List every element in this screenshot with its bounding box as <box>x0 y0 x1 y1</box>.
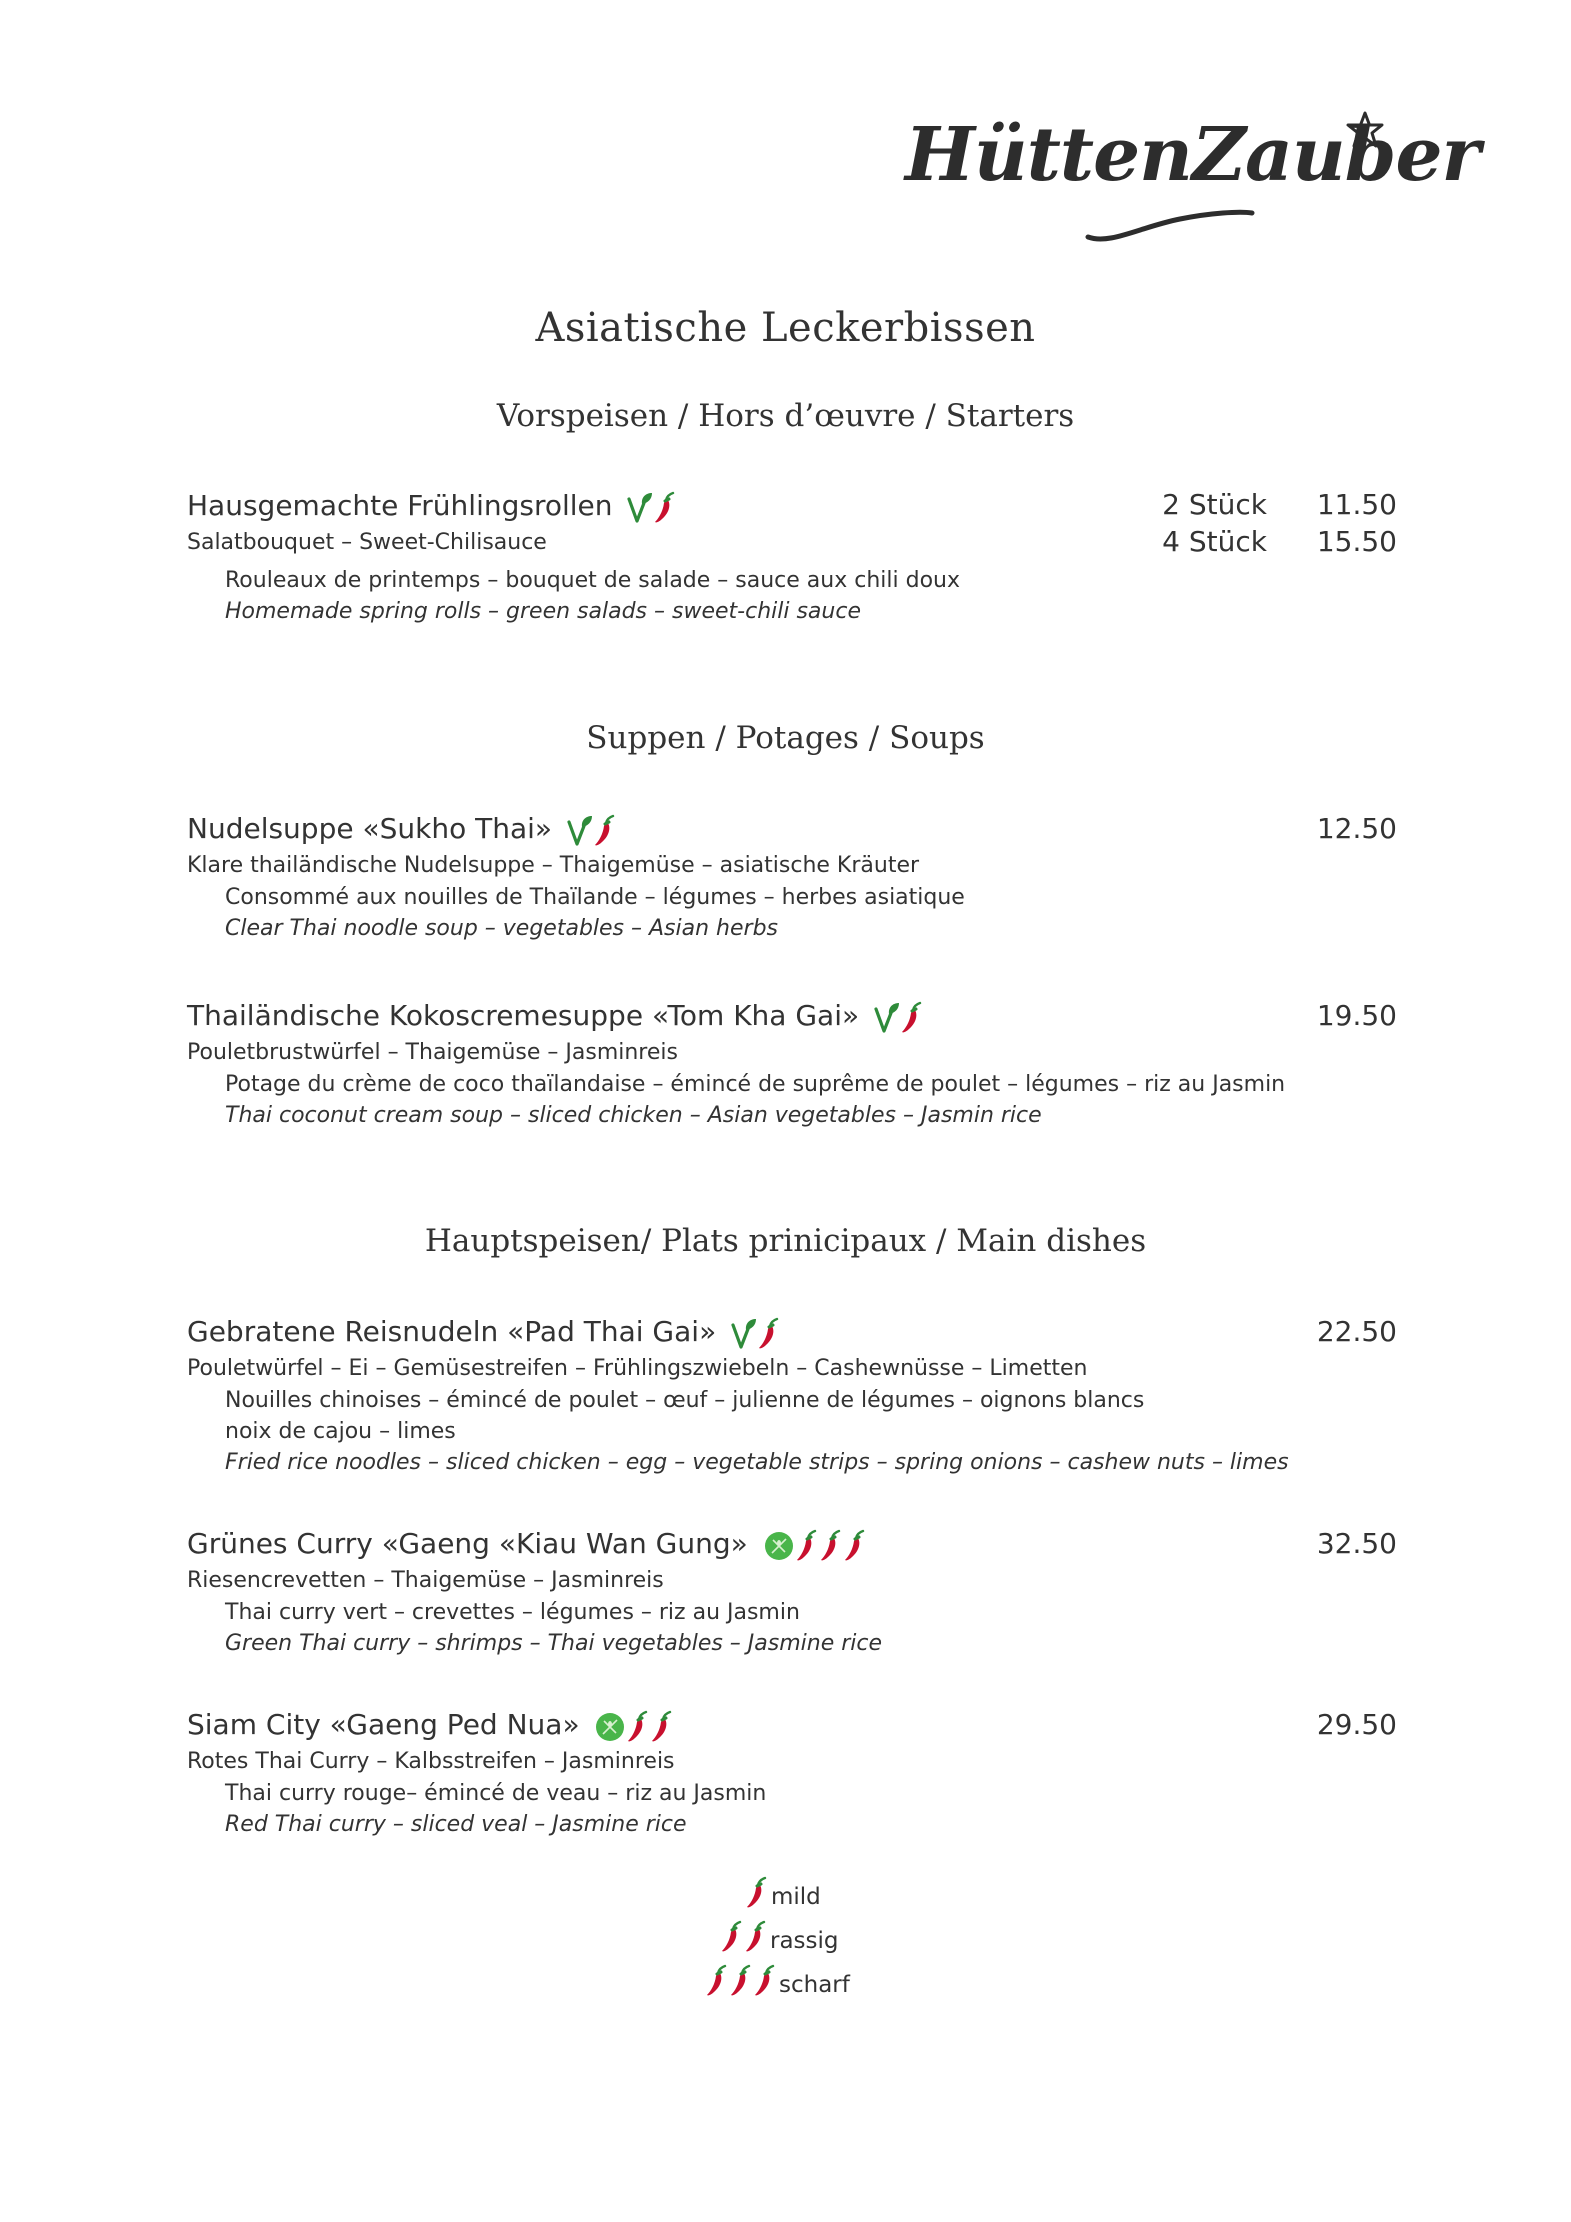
dish-icons <box>731 1313 781 1353</box>
price: 32.50 <box>1316 1527 1397 1560</box>
dish-pad-thai <box>187 1312 1397 1478</box>
dish-siam-city <box>187 1705 1397 1840</box>
dish-description-fr: Rouleaux de printemps – bouquet de salade – sauce aux chili doux <box>225 568 961 593</box>
dish-description-fr-cont: noix de cajou – limes <box>225 1419 456 1444</box>
price: 12.50 <box>1316 812 1397 845</box>
section-title-starters: Vorspeisen / Hors d’œuvre / Starters <box>496 398 1075 434</box>
dish-name: Grünes Curry «Gaeng «Kiau Wan Gung» <box>187 1527 748 1560</box>
chili-icon <box>745 1876 769 1910</box>
dish-description-de: Salatbouquet – Sweet-Chilisauce <box>187 530 547 555</box>
chili-icon <box>900 1001 924 1035</box>
dish-fruehlingsrollen <box>187 486 1397 627</box>
chili-icon <box>626 1710 650 1744</box>
dish-tom-kha-gai <box>187 996 1397 1131</box>
portion-qty: 2 Stück <box>1162 488 1267 521</box>
chili-icon <box>720 1920 744 1954</box>
legend-row-rassig <box>720 1920 839 1960</box>
dish-green-curry <box>187 1524 1397 1659</box>
vegan-icon <box>731 1317 757 1351</box>
dish-description-de: Rotes Thai Curry – Kalbsstreifen – Jasminreis <box>187 1749 675 1774</box>
dish-name: Siam City «Gaeng Ped Nua» <box>187 1708 580 1741</box>
dish-description-fr: Consommé aux nouilles de Thaïlande – légumes – herbes asiatique <box>225 885 965 910</box>
dish-description-fr: Thai curry vert – crevettes – légumes – riz au Jasmin <box>225 1600 800 1625</box>
dish-icons <box>627 487 677 527</box>
dish-name: Thailändische Kokoscremesuppe «Tom Kha Gai» <box>187 999 860 1032</box>
dish-description-en: Thai coconut cream soup – sliced chicken – Asian vegetables – Jasmin rice <box>225 1103 1042 1128</box>
dish-icons <box>874 997 924 1037</box>
chili-icon <box>653 491 677 525</box>
dish-description-de: Klare thailändische Nudelsuppe – Thaigemüse – asiatische Kräuter <box>187 853 920 878</box>
legend-label: scharf <box>779 1972 850 1998</box>
dish-description-en: Red Thai curry – sliced veal – Jasmine rice <box>225 1812 687 1837</box>
star-icon <box>1345 110 1385 150</box>
chili-icon <box>757 1317 781 1351</box>
legend-label: mild <box>771 1884 821 1910</box>
logo-swash <box>1080 197 1255 245</box>
chili-icon <box>744 1920 768 1954</box>
dish-description-en: Clear Thai noodle soup – vegetables – Asian herbs <box>225 916 778 941</box>
gluten-free-icon <box>594 1711 626 1743</box>
chili-icon <box>753 1964 777 1998</box>
portion-prices <box>1317 486 1397 560</box>
dish-description-de: Pouletbrustwürfel – Thaigemüse – Jasminreis <box>187 1040 678 1065</box>
legend-chilis <box>720 1927 768 1946</box>
dish-description-de: Riesencrevetten – Thaigemüse – Jasminreis <box>187 1568 664 1593</box>
portion-qty: 4 Stück <box>1162 525 1267 558</box>
price: 15.50 <box>1316 525 1397 558</box>
gluten-free-icon <box>763 1530 795 1562</box>
dish-name: Nudelsuppe «Sukho Thai» <box>187 812 553 845</box>
dish-description-fr: Thai curry rouge– émincé de veau – riz au Jasmin <box>225 1781 767 1806</box>
section-title-soups: Suppen / Potages / Soups <box>586 720 985 756</box>
vegan-icon <box>874 1001 900 1035</box>
chili-icon <box>650 1710 674 1744</box>
page-title: Asiatische Leckerbissen <box>535 305 1036 351</box>
legend-row-mild <box>745 1876 821 1916</box>
chili-icon <box>593 814 617 848</box>
dish-name: Gebratene Reisnudeln «Pad Thai Gai» <box>187 1315 717 1348</box>
legend-chilis <box>745 1883 769 1902</box>
portion-quantities <box>1162 486 1267 560</box>
dish-description-fr: Nouilles chinoises – émincé de poulet – œuf – julienne de légumes – oignons blancs <box>225 1388 1145 1413</box>
price: 19.50 <box>1316 999 1397 1032</box>
dish-description-fr: Potage du crème de coco thaïlandaise – émincé de suprême de poulet – légumes – riz au Jasmin <box>225 1072 1286 1097</box>
dish-description-en: Fried rice noodles – sliced chicken – egg – vegetable strips – spring onions – cashew nuts – limes <box>225 1450 1289 1475</box>
logo-text: HüttenZauber <box>905 112 1480 198</box>
vegan-icon <box>567 814 593 848</box>
dish-icons <box>567 810 617 850</box>
section-title-main-dishes: Hauptspeisen/ Plats prinicipaux / Main dishes <box>424 1223 1147 1259</box>
chili-icon <box>729 1964 753 1998</box>
dish-nudelsuppe <box>187 809 1397 944</box>
vegan-icon <box>627 491 653 525</box>
price: 29.50 <box>1316 1708 1397 1741</box>
legend-chilis <box>705 1971 777 1990</box>
price: 22.50 <box>1316 1315 1397 1348</box>
chili-icon <box>819 1529 843 1563</box>
dish-icons <box>763 1525 867 1565</box>
spice-legend <box>690 1876 990 2026</box>
chili-icon <box>843 1529 867 1563</box>
dish-name: Hausgemachte Frühlingsrollen <box>187 489 613 522</box>
chili-icon <box>705 1964 729 1998</box>
chili-icon <box>795 1529 819 1563</box>
dish-icons <box>594 1706 674 1746</box>
price: 11.50 <box>1316 488 1397 521</box>
legend-label: rassig <box>770 1928 839 1954</box>
dish-description-de: Pouletwürfel – Ei – Gemüsestreifen – Frühlingszwiebeln – Cashewnüsse – Limetten <box>187 1356 1088 1381</box>
dish-description-en: Green Thai curry – shrimps – Thai vegetables – Jasmine rice <box>225 1631 883 1656</box>
dish-description-en: Homemade spring rolls – green salads – sweet-chili sauce <box>225 599 861 624</box>
logo <box>905 102 1480 247</box>
legend-row-scharf <box>705 1964 850 2004</box>
